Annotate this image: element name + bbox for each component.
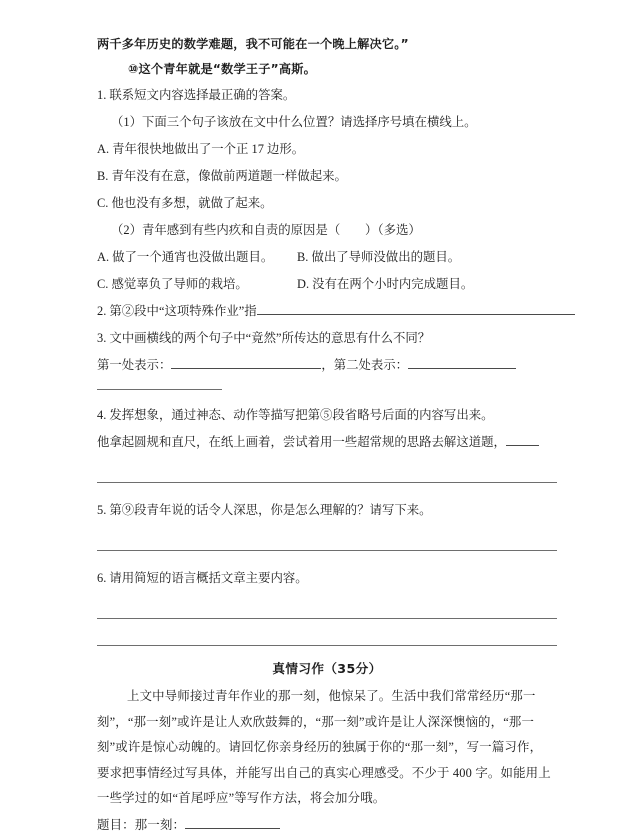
question-6-stem: 6. 请用简短的语言概括文章主要内容。 xyxy=(97,571,308,585)
question-4-stem: 4. 发挥想象，通过神态、动作等描写把第⑤段省略号后面的内容写出来。 xyxy=(97,408,494,422)
question-4-given-text: 他拿起圆规和直尺，在纸上画着，尝试着用一些超常规的思路去解这道题， xyxy=(97,435,506,449)
composition-line-4: 要求把事情经过写具体，并能写出自己的真实心理感受。不少于 400 字。如能用上 xyxy=(97,765,551,780)
question-1-1-option-b[interactable]: B. 青年没有在意，像做前两道题一样做起来。 xyxy=(97,169,347,183)
question-6-answer-line-1[interactable] xyxy=(97,618,557,619)
question-1 xyxy=(97,82,557,298)
spacer xyxy=(97,483,557,497)
question-5-stem: 5. 第⑨段青年说的话令人深思，你是怎么理解的？请写下来。 xyxy=(97,503,432,517)
question-2-answer-blank[interactable] xyxy=(257,301,575,315)
question-4-inline-blank[interactable] xyxy=(506,432,539,446)
spacer xyxy=(97,379,557,389)
question-1-stem: 1. 联系短文内容选择最正确的答案。 xyxy=(97,88,296,102)
question-2-row xyxy=(97,298,557,325)
question-3 xyxy=(97,325,557,390)
question-2 xyxy=(97,298,557,325)
composition-title-blank[interactable] xyxy=(185,815,280,829)
composition-title-row xyxy=(97,812,557,838)
question-1-2-option-c[interactable]: C. 感觉辜负了导师的栽培。 xyxy=(97,277,248,291)
question-3-blank-2[interactable] xyxy=(408,355,516,369)
composition-line-1: 上文中导师接过青年作业的那一刻，他惊呆了。生活中我们常常经历“那一 xyxy=(127,689,536,703)
question-3-answer-row xyxy=(97,352,557,379)
question-1-2-stem: （2）青年感到有些内疚和自责的原因是（ ）（多选） xyxy=(111,223,421,237)
spacer xyxy=(97,551,557,565)
question-5 xyxy=(97,483,557,551)
question-1-1-stem: （1）下面三个句子该放在文中什么位置？请选择序号填在横线上。 xyxy=(111,115,477,129)
question-4 xyxy=(97,390,557,483)
question-3-lead-1: 第一处表示： xyxy=(97,358,172,372)
question-1-2-option-a[interactable]: A. 做了一个通宵也没做出题目。 xyxy=(97,250,274,264)
question-6 xyxy=(97,551,557,646)
question-1-2-option-d[interactable]: D. 没有在两个小时内完成题目。 xyxy=(297,277,474,291)
composition-line-2: 刻”，“那一刻”或许是让人欢欣鼓舞的，“那一刻”或许是让人深深懊恼的，“那一 xyxy=(97,714,535,729)
question-1-1-option-a[interactable]: A. 青年很快地做出了一个正 17 边形。 xyxy=(97,142,305,156)
composition-heading: 真情习作（35分） xyxy=(272,661,382,676)
question-3-blank-1[interactable] xyxy=(171,355,321,369)
question-1-1-option-c[interactable]: C. 他也没有多想，就做了起来。 xyxy=(97,196,273,210)
question-3-stem: 3. 文中画横线的两个句子中“竟然”所传达的意思有什么不同？ xyxy=(97,331,431,345)
composition-body xyxy=(97,684,557,812)
passage-excerpt xyxy=(97,0,557,82)
question-2-stem: 2. 第②段中“这项特殊作业”指 xyxy=(97,304,257,318)
question-4-given-row xyxy=(97,429,557,456)
passage-line-1: 两千多年历史的数学难题，我不可能在一个晚上解决它。” xyxy=(97,37,409,51)
composition-line-5: 一些学过的如“首尾呼应”等写作方法，将会加分哦。 xyxy=(97,791,386,805)
composition-title-prompt: 题目：那一刻： xyxy=(97,817,186,832)
composition-line-3: 刻”或许是惊心动魄的。请回忆你亲身经历的独属于你的“那一刻”，写一篇习作， xyxy=(97,740,543,754)
question-1-2-option-b[interactable]: B. 做出了导师没做出的题目。 xyxy=(297,250,461,264)
question-3-separator: ，第二处表示： xyxy=(321,358,409,372)
spacer xyxy=(97,390,557,402)
question-1-2-option-row-2 xyxy=(97,271,557,298)
passage-line-2: ⑩这个青年就是“数学王子”高斯。 xyxy=(128,62,316,76)
question-1-2-option-row-1 xyxy=(97,244,557,271)
